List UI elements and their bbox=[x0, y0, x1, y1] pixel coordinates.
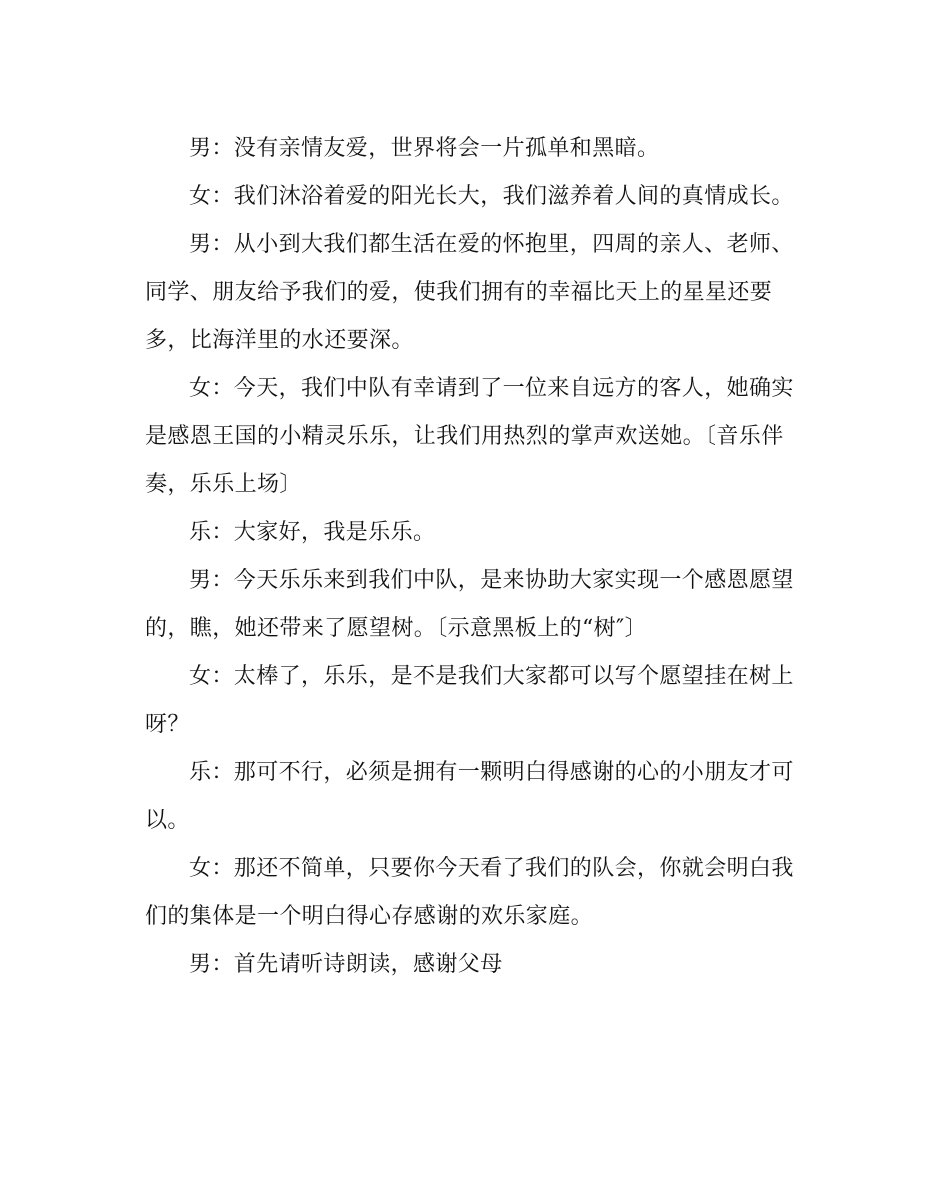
paragraph: 男：今天乐乐来到我们中队，是来协助大家实现一个感恩愿望的，瞧，她还带来了愿望树。〔示意黑板上的“树″〕 bbox=[145, 568, 794, 641]
paragraph: 女：今天，我们中队有幸请到了一位来自远方的客人，她确实是感恩王国的小精灵乐乐，让我们用热烈的掌声欢送她。〔音乐伴奏，乐乐上场〕 bbox=[145, 376, 794, 497]
paragraph: 男：从小到大我们都生活在爱的怀抱里，四周的亲人、老师、同学、朋友给予我们的爱，使我们拥有的幸福比天上的星星还要多，比海洋里的水还要深。 bbox=[145, 232, 794, 353]
paragraph: 女：那还不简单，只要你今天看了我们的队会，你就会明白我们的集体是一个明白得心存感谢的欢乐家庭。 bbox=[145, 856, 794, 929]
paragraph: 乐：那可不行，必须是拥有一颗明白得感谢的心的小朋友才可以。 bbox=[145, 760, 794, 833]
document-body bbox=[145, 125, 805, 989]
paragraph: 女：我们沐浴着爱的阳光长大，我们滋养着人间的真情成长。 bbox=[189, 184, 794, 209]
paragraph: 男：没有亲情友爱，世界将会一片孤单和黑暗。 bbox=[189, 136, 660, 161]
paragraph: 男：首先请听诗朗读，感谢父母 bbox=[189, 952, 503, 977]
paragraph: 女：太棒了，乐乐，是不是我们大家都可以写个愿望挂在树上呀？ bbox=[145, 664, 794, 737]
paragraph: 乐：大家好，我是乐乐。 bbox=[189, 520, 436, 545]
